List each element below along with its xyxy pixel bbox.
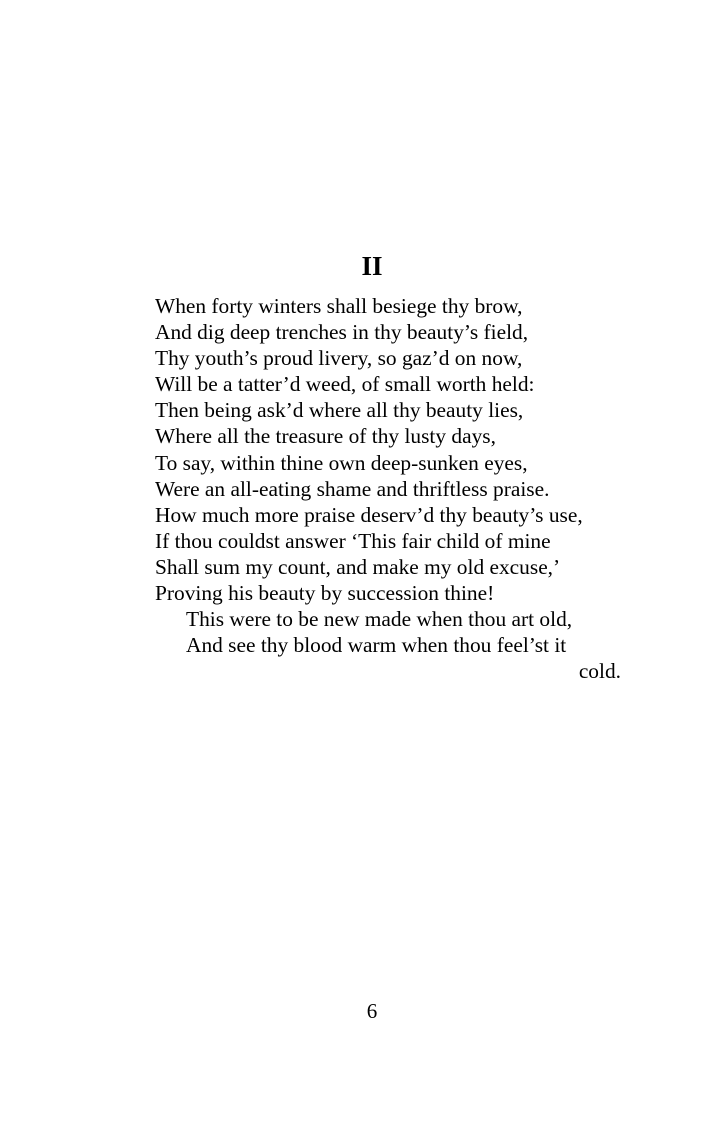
poem-line: If thou couldst answer ‘This fair child of mine	[155, 528, 551, 553]
poem-line: Proving his beauty by succession thine!	[155, 581, 495, 606]
couplet-line: And see thy blood warm when thou feel’st it	[186, 633, 567, 658]
poem-line: Then being ask’d where all thy beauty lies,	[155, 398, 524, 423]
couplet-line: This were to be new made when thou art old,	[186, 607, 573, 632]
poem-line: Where all the treasure of thy lusty days,	[155, 424, 496, 449]
poem-line: Thy youth’s proud livery, so gaz’d on now,	[155, 346, 523, 371]
poem-line: Will be a tatter’d weed, of small worth held:	[155, 372, 535, 397]
couplet-runover: cold.	[578, 659, 621, 684]
poem-line: To say, within thine own deep-sunken eyes,	[155, 450, 528, 475]
poem-line: How much more praise deserv’d thy beauty’s use,	[155, 502, 583, 527]
poem-line: When forty winters shall besiege thy brow,	[155, 294, 523, 318]
sonnet-title: II	[361, 251, 383, 281]
sonnet-body	[155, 293, 623, 684]
poem-line: Shall sum my count, and make my old excuse,’	[155, 554, 561, 579]
page-number: 6	[366, 999, 378, 1023]
poem-line: Were an all-eating shame and thriftless praise.	[155, 476, 550, 501]
poem-line: And dig deep trenches in thy beauty’s field,	[155, 320, 529, 345]
